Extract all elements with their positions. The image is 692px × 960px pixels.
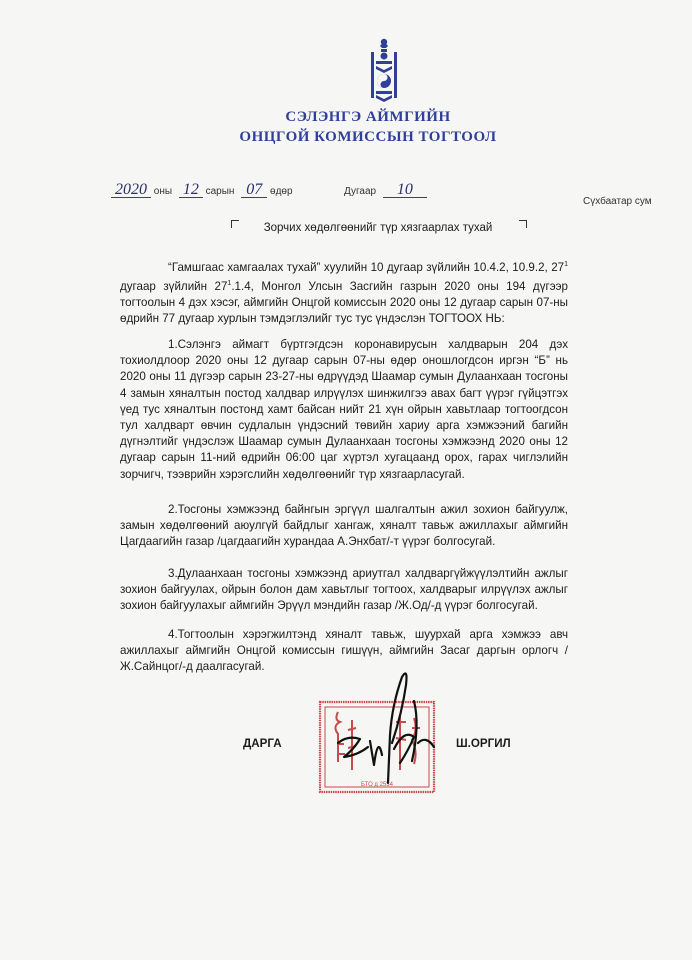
clause-2 bbox=[120, 502, 568, 551]
issuer-heading-line2: ОНЦГОЙ КОМИССЫН ТОГТООЛ bbox=[239, 129, 497, 145]
year-value: 2020 bbox=[111, 183, 151, 198]
signatory-title: ДАРГА bbox=[243, 737, 282, 750]
clause-text: 2.Тосгоны хэмжээнд байнгын эргүүл шалгалтын ажил зохион байгуулж, замын хөдөлгөөний аюулгүй байдлыг хангаж, хяналт тавьж ажиллахыг аймгийн Цагдаагийн газар /цагдаагийн хурандаа А.Энхбат/-т үүрэг болгосугай. bbox=[120, 503, 568, 549]
issuer-heading-line1: СЭЛЭНГЭ АЙМГИЙН bbox=[285, 109, 451, 125]
number-value: 10 bbox=[383, 183, 427, 198]
number-field bbox=[344, 183, 427, 198]
clause-3 bbox=[120, 566, 568, 615]
clause-text: 3.Дулаанхаан тосгоны хэмжээнд ариутгал халдваргүйжүүлэлтийн ажлыг зохион байгуулах, ойрын болон дам хавьтлыг тогтоох, халдварыг илрүүлэх ажлыг зохион байгуулахыг аймгийн Эрүүл мэндийн газар /Ж.Од/-д үүрэг болгосугай. bbox=[120, 567, 568, 613]
day-suffix: өдөр bbox=[270, 186, 293, 197]
stamp-text: БТО д 2534 bbox=[361, 782, 393, 788]
preamble-sup-1: 1 bbox=[564, 261, 568, 268]
number-label: Дугаар bbox=[344, 186, 377, 197]
preamble-text-2: дугаар зүйлийн 27 bbox=[120, 279, 228, 293]
month-value: 12 bbox=[179, 183, 203, 198]
handwritten-signature bbox=[330, 665, 440, 790]
preamble-paragraph bbox=[120, 257, 568, 328]
preamble-text-3: .1.4, Монгол Улсын Засгийн газрын 2020 оны 194 дүгээр тогтоолын 4 дэх хэсэг, аймгийн Онцгой комиссын 2020 оны 12 дугаар сарын 07-ны өдрийн 77 дугаар хурлын тэмдэглэлийг тус тус үндэслэн ТОГТООХ НЬ: bbox=[120, 279, 568, 326]
year-suffix: оны bbox=[153, 186, 173, 197]
state-emblem-icon bbox=[362, 36, 406, 102]
location-text: Сүхбаатар сум bbox=[583, 196, 652, 207]
month-suffix: сарын bbox=[205, 186, 235, 197]
day-value: 07 bbox=[241, 183, 267, 198]
subject-title: Зорчих хөдөлгөөнийг түр хязгаарлах тухай bbox=[263, 222, 493, 234]
clause-text: 4.Тогтоолын хэрэгжилтэнд хяналт тавьж, шуурхай арга хэмжээ авч ажиллахыг аймгийн Онцгой комиссын гишүүн, аймгийн Засаг даргын орлогч /Ж.Сайнцог/-д даалгасугай. bbox=[120, 628, 568, 674]
preamble-text-1: “Гамшгаас хамгаалах тухай” хуулийн 10 дугаар зүйлийн 10.4.2, 10.9.2, 27 bbox=[168, 260, 565, 274]
signatory-name: Ш.ОРГИЛ bbox=[456, 737, 511, 750]
subject-corner-right bbox=[519, 220, 527, 228]
clause-text: 1.Сэлэнгэ аймагт бүртгэгдсэн коронавирусын халдварын 204 дэх тохиолдлоор 2020 оны 12 дугаар сарын 07-ны өдөр оношлогдсон иргэн “Б” нь 2020 оны 11 дүгээр сарын 23-27-ны өдрүүдэд Шаамар сумын Дулаанхаан тосгоны 4 замын хяналтын постод халдвар илрүүлэх шинжилгээ авах багт үүрэг гүйцэтгэх үед тус хяналтын постонд хамт байсан нийт 21 хүн ойрын хавьтлаар тогтоогдсон тул халдварт өвчин судлалын үндэсний төвийн хариу арга хэмжээний багийн дүгнэлтийг үндэслэж Шаамар сумын Дулаанхаан тосгоны хэмжээнд 2020 оны 12 дугаар сарын 11-ний өдрийн 06:00 цаг хүртэл хугацаанд орох, гарах чиглэлийн зорчигч, тээврийн хэрэгслийн хөдөлгөөнийг түр хязгаарласугай. bbox=[120, 338, 568, 481]
date-field bbox=[111, 183, 293, 198]
preamble-sup-2: 1 bbox=[227, 280, 232, 288]
clause-1 bbox=[120, 337, 568, 483]
